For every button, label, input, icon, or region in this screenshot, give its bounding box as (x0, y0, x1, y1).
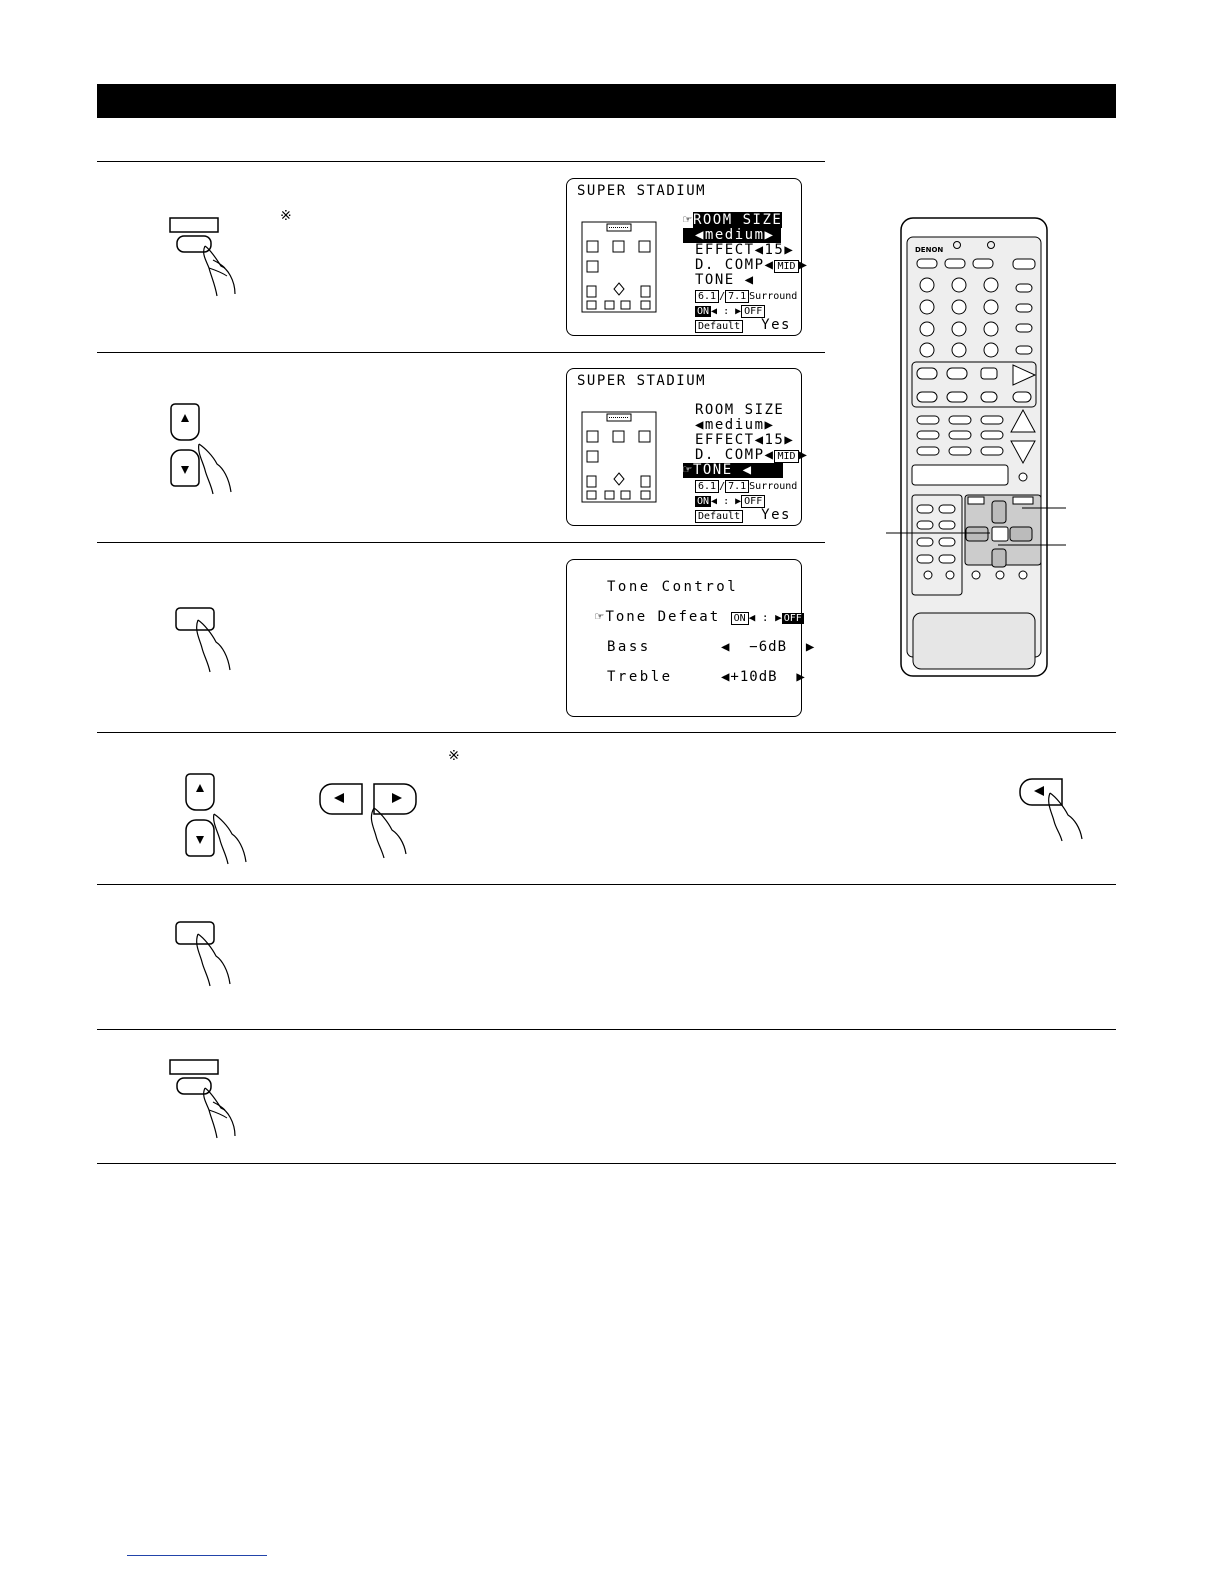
cursor-icon: ☞ (683, 212, 693, 228)
osd-title: SUPER STADIUM (577, 183, 707, 199)
section-header-bar (97, 84, 1116, 118)
osd-onoff-row: ON ◀ : ▶ OFF (695, 494, 765, 509)
osd-bass-label: Bass (607, 639, 651, 655)
osd-dcomp-row: D. COMP◀ MID ▶ (695, 447, 809, 463)
step-divider (97, 1163, 1116, 1164)
osd-screen-surround-parameters-tone (566, 368, 809, 526)
step-divider (97, 732, 1116, 733)
press-cursor-up-down-icon (180, 770, 270, 870)
osd-onoff-row: ON ◀ : ▶ OFF (695, 304, 765, 319)
osd-bass-value: ◀ −6dB ▶ (721, 639, 816, 655)
press-surround-button-icon (165, 212, 255, 302)
osd-surround-row: 6.1 / 7.1 Surround (695, 289, 797, 304)
osd-room-size-value: ◀medium▶ (695, 417, 775, 433)
osd-surround-row: 6.1 / 7.1 Surround (695, 479, 797, 494)
step-divider (97, 161, 825, 162)
osd-title: Tone Control (607, 579, 739, 595)
osd-tone-row: TONE ◀ (695, 272, 755, 288)
cursor-icon: ☞ (683, 462, 693, 478)
osd-effect-row: EFFECT◀15▶ (695, 432, 795, 448)
press-cursor-left-right-icon (318, 780, 428, 860)
step-divider (97, 542, 825, 543)
osd-treble-label: Treble (607, 669, 673, 685)
osd-default-row: Default Yes (695, 318, 791, 334)
speaker-layout-icon (581, 221, 657, 313)
osd-room-size-row: ☞ROOM SIZE (683, 212, 783, 228)
osd-dcomp-row: D. COMP◀ MID ▶ (695, 257, 809, 273)
step-divider (97, 352, 825, 353)
osd-room-size-row: ROOM SIZE (695, 402, 785, 418)
osd-screen-tone-control (566, 559, 816, 717)
osd-tone-row: ☞TONE ◀ (683, 463, 783, 478)
press-surround-button-icon (165, 1054, 255, 1144)
press-cursor-up-down-icon (165, 400, 255, 500)
osd-tone-defeat-row: ☞Tone Defeat ON ◀ : ▶ OFF (595, 609, 802, 625)
osd-default-row: Default Yes (695, 508, 791, 524)
remote-brand-label: DENON (915, 246, 944, 254)
footer-link-underline (127, 1555, 267, 1556)
note-mark: ※ (280, 208, 292, 224)
speaker-layout-icon (581, 411, 657, 503)
osd-title: SUPER STADIUM (577, 373, 707, 389)
step-divider (97, 1029, 1116, 1030)
osd-treble-value: ◀+10dB ▶ (721, 669, 806, 685)
osd-screen-surround-parameters (566, 178, 809, 336)
osd-room-size-value: ◀medium▶ (683, 228, 781, 243)
step-divider (97, 884, 1116, 885)
press-enter-button-icon (170, 600, 260, 680)
cursor-icon: ☞ (595, 609, 606, 625)
remote-control-illustration (880, 215, 1070, 680)
note-mark: ※ (448, 748, 460, 764)
osd-effect-row: EFFECT◀15▶ (695, 242, 795, 258)
press-enter-button-icon (170, 914, 260, 994)
press-return-button-icon (1018, 775, 1108, 845)
